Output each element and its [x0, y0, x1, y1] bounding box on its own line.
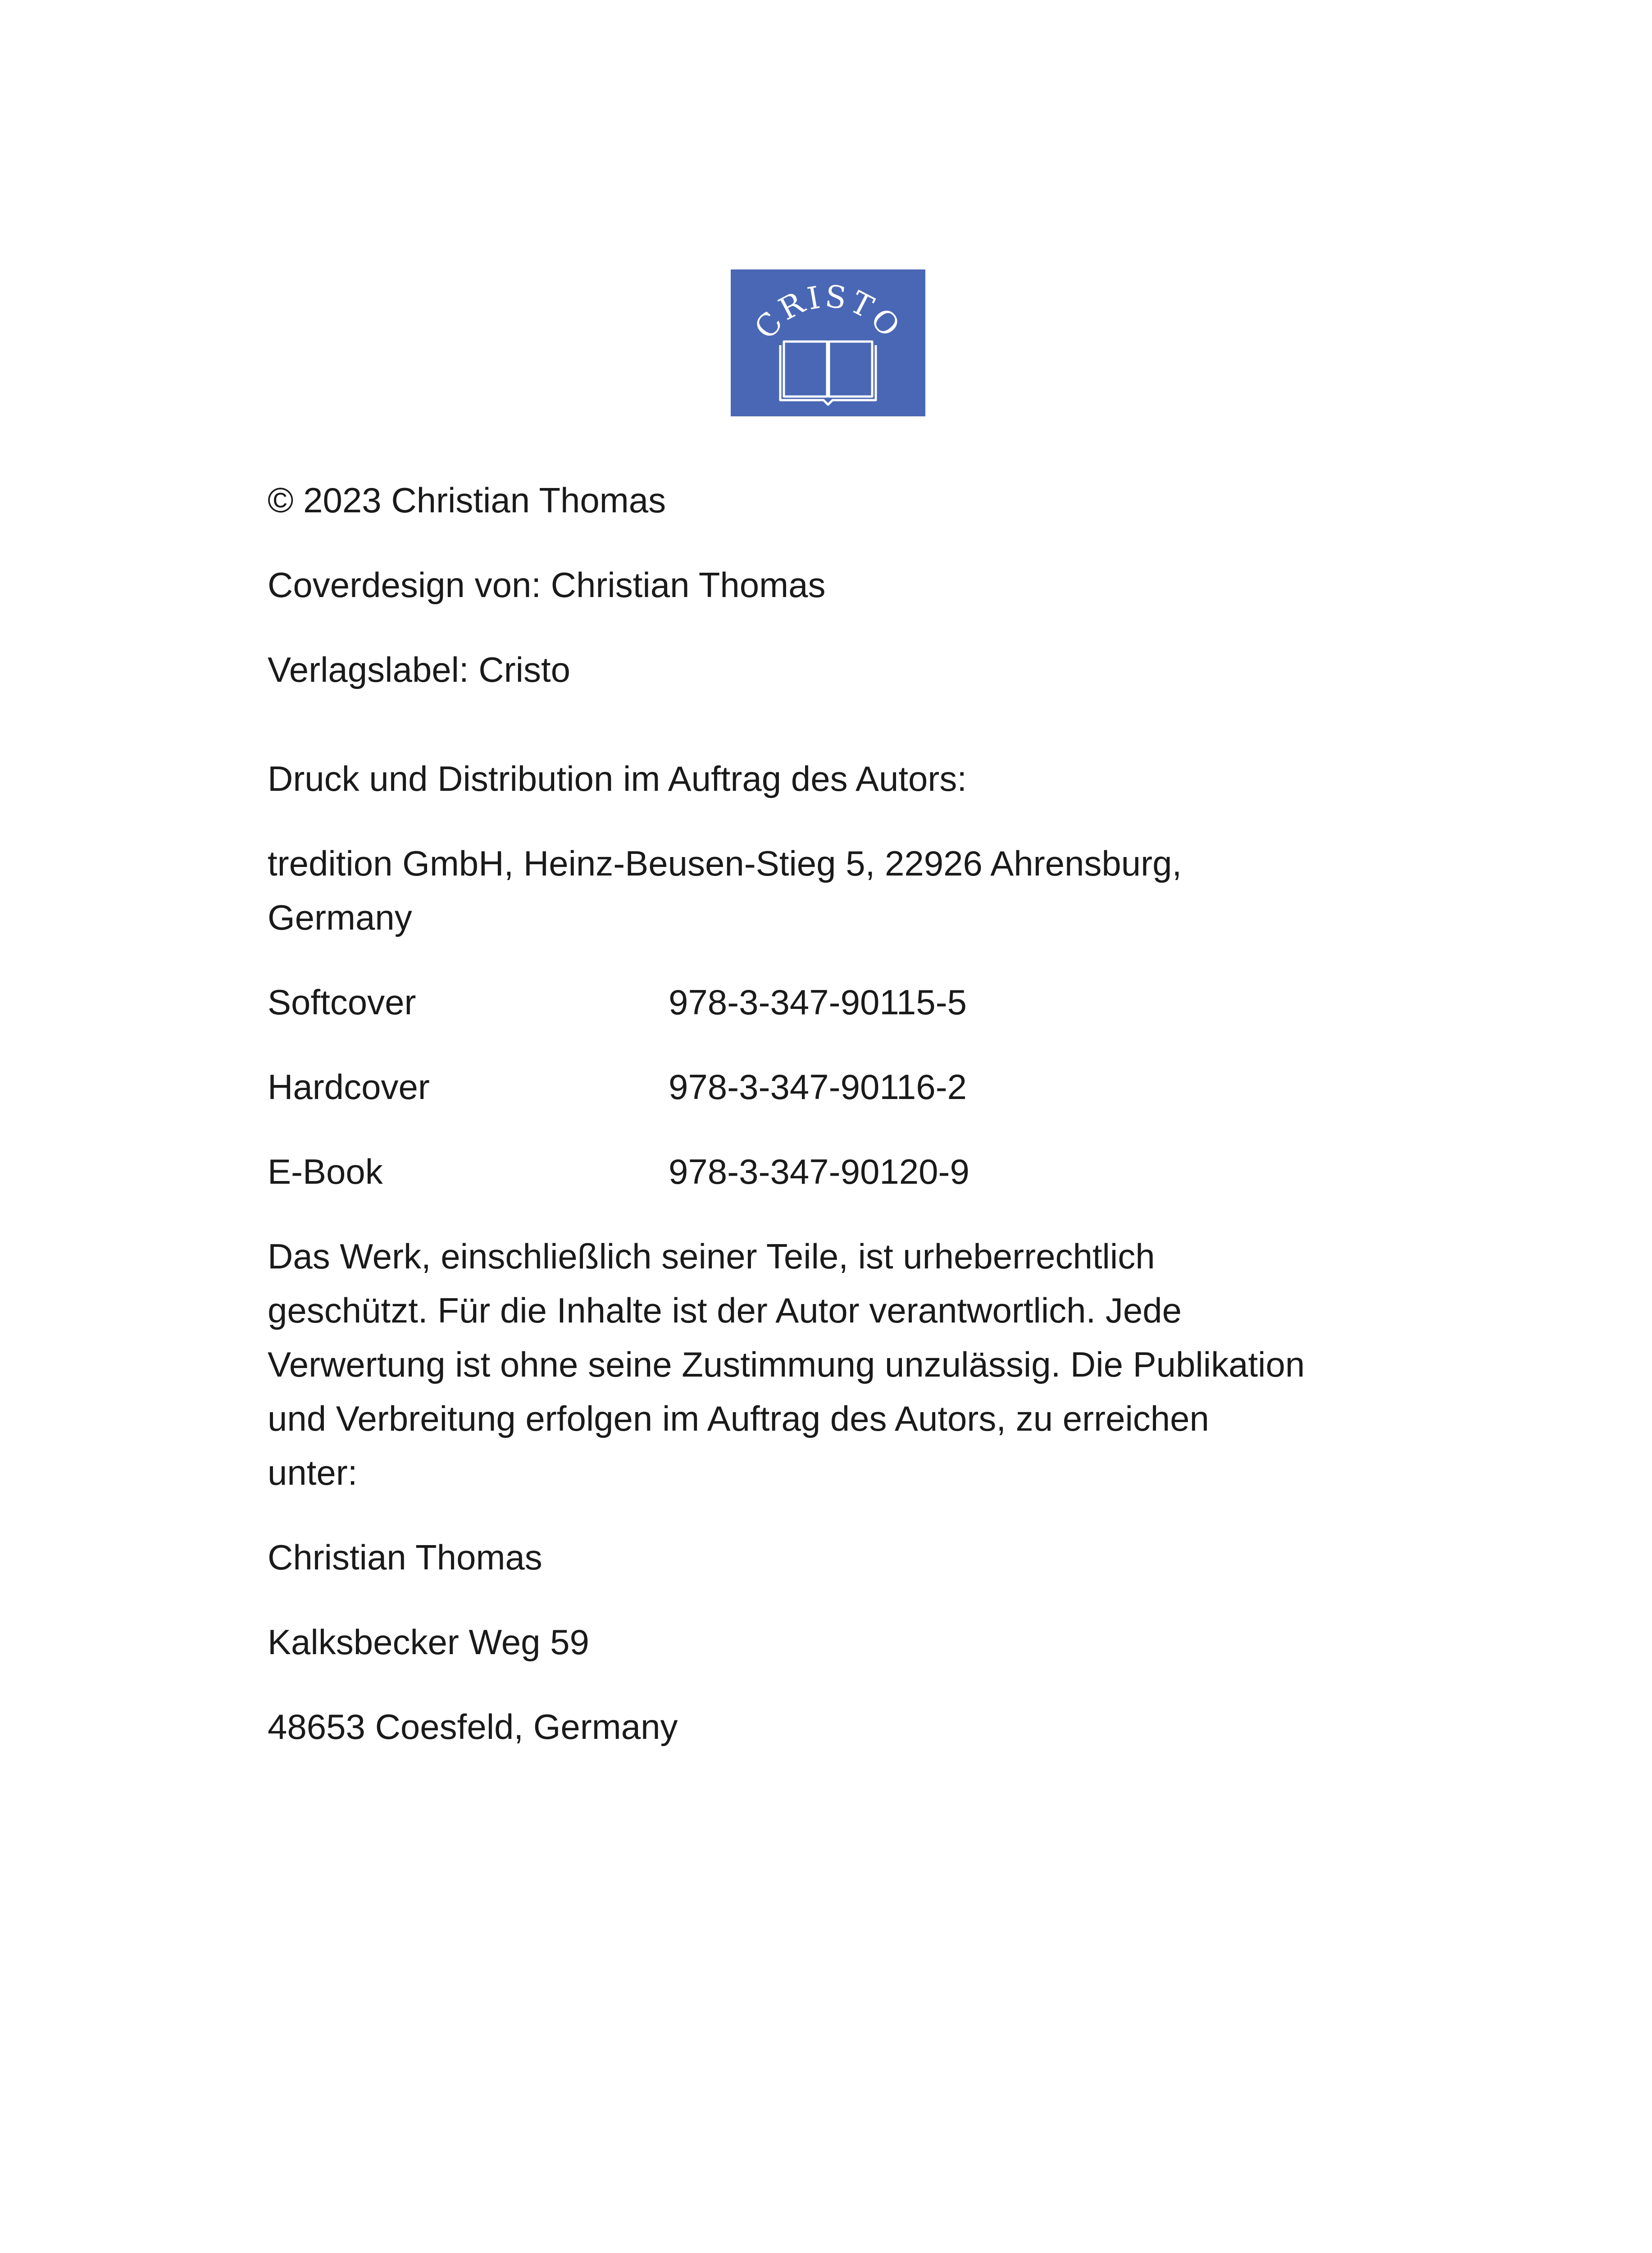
- isbn-format: E-Book: [268, 1152, 383, 1191]
- isbn-number: 978-3-347-90116-2: [669, 1067, 967, 1107]
- legal-line: geschützt. Für die Inhalte ist der Autor verantwortlich. Jede: [268, 1291, 1182, 1330]
- isbn-number: 978-3-347-90115-5: [669, 982, 967, 1022]
- isbn-row-hardcover: [268, 1060, 1412, 1114]
- contact-city: 48653 Coesfeld, Germany: [268, 1707, 678, 1747]
- print-heading: Druck und Distribution im Auftrag des Autors:: [268, 759, 967, 798]
- svg-text:CRISTO: [748, 278, 909, 346]
- printer-address-line-1: tredition GmbH, Heinz-Beusen-Stieg 5, 22926 Ahrensburg,: [268, 844, 1182, 883]
- open-book-icon: [780, 342, 876, 405]
- cover-design-line: Coverdesign von: Christian Thomas: [268, 565, 826, 605]
- publisher-label-line: Verlagslabel: Cristo: [268, 650, 570, 689]
- logo-text: CRISTO: [747, 278, 909, 346]
- isbn-format: Hardcover: [268, 1067, 430, 1107]
- isbn-format: Softcover: [268, 982, 416, 1022]
- isbn-row-ebook: [268, 1145, 1412, 1199]
- contact-street: Kalksbecker Weg 59: [268, 1622, 589, 1662]
- legal-line: Verwertung ist ohne seine Zustimmung unzulässig. Die Publikation: [268, 1345, 1305, 1384]
- printer-address-line-2: Germany: [268, 898, 412, 937]
- contact-name: Christian Thomas: [268, 1537, 542, 1577]
- cristo-logo: [731, 269, 925, 416]
- imprint-page: [268, 473, 1412, 1754]
- isbn-row-softcover: [268, 975, 1412, 1029]
- isbn-number: 978-3-347-90120-9: [669, 1152, 969, 1191]
- legal-line: und Verbreitung erfolgen im Auftrag des Autors, zu erreichen: [268, 1399, 1209, 1438]
- legal-line: unter:: [268, 1453, 358, 1492]
- copyright-line: © 2023 Christian Thomas: [268, 480, 666, 520]
- legal-notice: [268, 1229, 1412, 1500]
- legal-line: Das Werk, einschließlich seiner Teile, ist urheberrechtlich: [268, 1236, 1155, 1276]
